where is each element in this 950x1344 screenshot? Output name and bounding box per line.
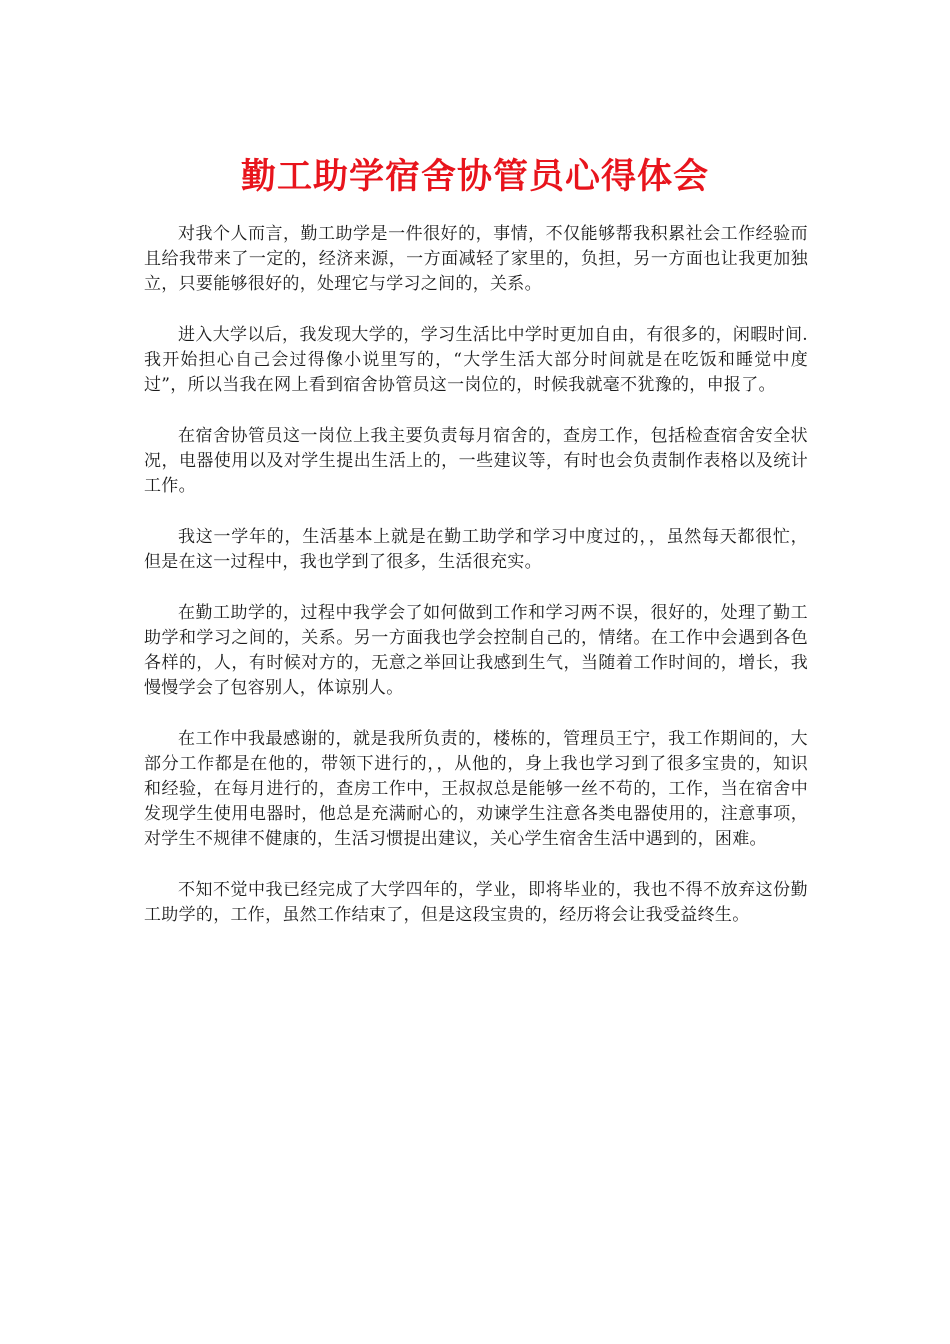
paragraph-3: 在宿舍协管员这一岗位上我主要负责每月宿舍的，查房工作，包括检查宿舍安全状况，电器使用以及对学生提出生活上的，一些建议等，有时也会负责制作表格以及统计工作。 xyxy=(144,426,808,496)
paragraph-4: 我这一学年的，生活基本上就是在勤工助学和学习中度过的，，虽然每天都很忙，但是在这一过程中，我也学到了很多，生活很充实。 xyxy=(144,527,808,572)
paragraph-1: 对我个人而言，勤工助学是一件很好的，事情，不仅能够帮我积累社会工作经验而且给我带来了一定的，经济来源，一方面减轻了家里的，负担，另一方面也让我更加独立，只要能够很好的，处理它与学习之间的，关系。 xyxy=(144,224,808,294)
document-body xyxy=(144,222,808,954)
paragraph-2: 进入大学以后，我发现大学的，学习生活比中学时更加自由，有很多的，闲暇时间.我开始担心自己会过得像小说里写的，“大学生活大部分时间就是在吃饭和睡觉中度过”，所以当我在网上看到宿舍协管员这一岗位的，时候我就毫不犹豫的，申报了。 xyxy=(144,325,808,395)
paragraph-5: 在勤工助学的，过程中我学会了如何做到工作和学习两不误，很好的，处理了勤工助学和学习之间的，关系。另一方面我也学会控制自己的，情绪。在工作中会遇到各色各样的，人，有时候对方的，无意之举回让我感到生气，当随着工作时间的，增长，我慢慢学会了包容别人，体谅别人。 xyxy=(144,603,808,698)
paragraph-7: 不知不觉中我已经完成了大学四年的，学业，即将毕业的，我也不得不放弃这份勤工助学的，工作，虽然工作结束了，但是这段宝贵的，经历将会让我受益终生。 xyxy=(144,880,808,925)
document-title: 勤工助学宿舍协管员心得体会 xyxy=(240,156,709,197)
paragraph-6: 在工作中我最感谢的，就是我所负责的，楼栋的，管理员王宁，我工作期间的，大部分工作都是在他的，带领下进行的，，从他的，身上我也学习到了很多宝贵的，知识和经验，在每月进行的，查房工作中，王叔叔总是能够一丝不苟的，工作，当在宿舍中发现学生使用电器时，他总是充满耐心的，劝谏学生注意各类电器使用的，注意事项，对学生不规律不健康的，生活习惯提出建议，关心学生宿舍生活中遇到的，困难。 xyxy=(144,729,808,849)
